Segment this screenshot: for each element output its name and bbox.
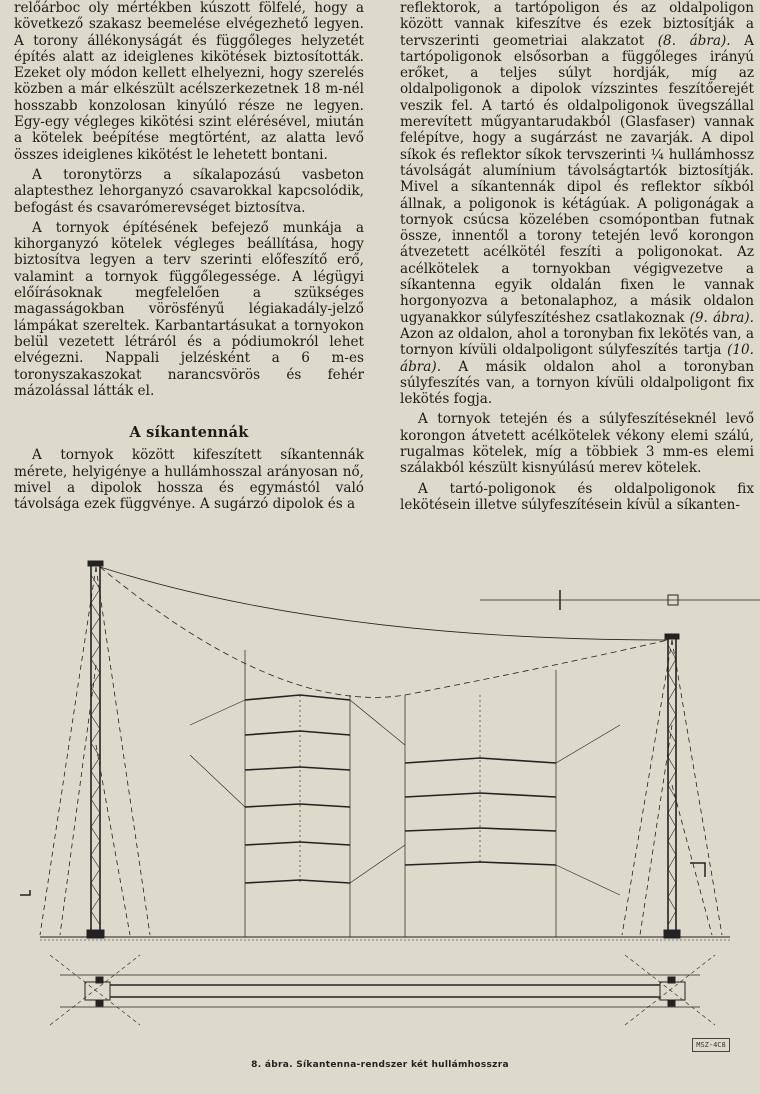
- figure-reference: (8. ábra).: [657, 32, 731, 49]
- right-paragraph-1: [400, 0, 754, 407]
- left-paragraph-2: A toronytörzs a síkalapozású vasbeton alaptesthez lehorganyzó csavarokkal kapcsolódik, befogást és csavarómerevséget biztosítva.: [14, 166, 364, 216]
- right-text-column: [400, 0, 754, 517]
- left-tower: [87, 561, 104, 938]
- left-paragraph-1: relőárboc oly mértékben kúszott fölfelé, hogy a következő szakasz beemelése elvégezhető legyen. A torony állékonyságát és függőleges helyzetét építés alatt az ideiglenes kikötések biztosították. Ezeket oly módon kellett elhelyezni, hogy szerelés közben a már elkészült acélszerkezetnek 18 m-nél hosszabb konzolosan kinyúló része ne legyen. Egy-egy végleges kikötési szint elérésével, miután a kötelek beépítése megtörtént, az alatta levő összes ideiglenes kikötést le lehetett bontani.: [14, 0, 364, 163]
- text-run: reflektorok, a tartópoligon és az oldalpoligon között vannak kifeszítve és ezek biztosítják a tervszerinti geometriai alakzatot: [400, 0, 754, 49]
- section-heading: A síkantennák: [129, 424, 249, 442]
- dipole-panel-left: [190, 650, 405, 937]
- left-paragraph-4: A tornyok között kifeszített síkantennák mérete, helyigénye a hullámhosszal arányosan nő, mivel a dipolok hossza és egymástól való távolsága ezek függvénye. A sugárzó dipolok és a: [14, 447, 364, 513]
- guy-wires: [40, 567, 722, 935]
- figure-reference: (9. ábra).: [689, 309, 754, 326]
- dipole-panel-right: [405, 670, 620, 937]
- text-run: A tartópoligonok elsősorban a függőleges irányú erőket, a teljes súlyt hordják, míg az oldalpoligonok a dipolok vízszintes feszítőerejét veszik fel. A tartó és oldalpoligonok üvegszállal merevített műgyantarudakból (Glasfaser) vannak felépítve, hogy a sugárzást ne zavarják. A dipol síkok és reflektor síkok tervszerinti ¼ hullámhossz távolságát alumínium távolságtartók biztosítják. Mivel a síkantennák dipol és reflektor síkból állnak, a poligonok is kétágúak. A poligonágak a tornyok csúcsa közelében csomópontban futnak össze, innentől a torony tetején levő korongon átvezetett acélkötél feszíti a poligonokat. Az acélkötelek a tornyokban végigvezetve a síkantenna egyik oldalán fixen le vannak horgonyozva a betonalaphoz, a másik oldalon ugyanakkor súlyfeszítéshez csatlakoznak: [400, 32, 754, 326]
- plan-view: [50, 955, 715, 1025]
- figure-caption: 8. ábra. Síkantenna-rendszer két hullámhosszra: [251, 1060, 509, 1070]
- figure-reference: (10. ábra).: [400, 342, 754, 375]
- right-paragraph-2: A tornyok tetején és a súlyfeszítéseknél levő korongon átvetett acélkötelek vékony elemi szálú, rugalmas kötelek, míg a többiek 3 mm-es elemi szálakból készült kisnyúlású merev kötelek.: [400, 411, 754, 477]
- text-run: Azon az oldalon, ahol a toronyban fix lekötés van, a tornyon kívüli oldalpoligont súlyfeszítés tartja: [400, 325, 754, 359]
- antenna-figure: [0, 545, 760, 1065]
- right-paragraph-3: A tartó-poligonok és oldalpoligonok fix lekötésein illetve súlyfeszítésein kívül a síkanten-: [400, 480, 754, 513]
- text-run: A másik oldalon ahol a toronyban súlyfeszítés van, a tornyon kívüli oldalpoligont fix lekötés fogja.: [400, 358, 754, 408]
- antenna-drawing: [0, 545, 760, 1065]
- left-text-column: [14, 0, 364, 517]
- left-paragraph-3: A tornyok építésének befejező munkája a kihorganyzó kötelek végleges beállítása, hogy biztosítva legyen a terv szerinti előfeszítő erő, valamint a tornyok függőlegessége. A légügyi előírásoknak megfelelően a szükséges magasságokban vörösfényű légiakadály-jelző lámpákat szereltek. Karbantartásukat a tornyokon belül vezetett létráról és a pódiumokról lehet elvégezni. Nappali jelzésként a 6 m-es toronyszakaszokat narancsvörös és fehér mázolással látták el.: [14, 219, 364, 399]
- figure-stamp: MSZ-4C8: [692, 1038, 730, 1052]
